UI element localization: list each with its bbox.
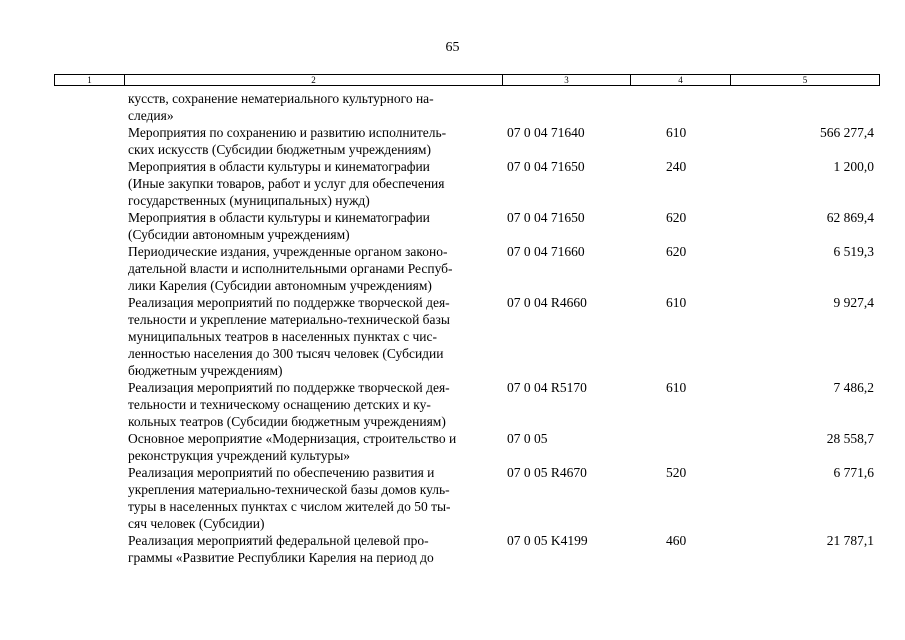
row-description-line: следия» <box>128 108 174 123</box>
table-row <box>0 90 905 124</box>
row-description-line: тельности и укрепление материально-технической базы <box>128 312 450 327</box>
row-description <box>128 430 500 464</box>
table-row <box>0 294 905 379</box>
row-amount: 7 486,2 <box>833 380 874 395</box>
row-description-line: сяч человек (Субсидии) <box>128 516 265 531</box>
row-amount: 28 558,7 <box>826 431 874 446</box>
row-description <box>128 209 500 243</box>
row-description-line: реконструкция учреждений культуры» <box>128 448 351 463</box>
column-header-1: 1 <box>55 75 125 85</box>
row-code: 07 0 04 R5170 <box>507 380 587 395</box>
row-amount: 566 277,4 <box>820 125 874 140</box>
row-description-line: Мероприятия в области культуры и кинематографии <box>128 159 430 174</box>
row-description-line: Реализация мероприятий по поддержке творческой дея- <box>128 295 450 310</box>
row-amount: 1 200,0 <box>833 159 874 174</box>
row-amount: 6 771,6 <box>833 465 874 480</box>
row-description-line: туры в населенных пунктах с числом жителей до 50 ты- <box>128 499 451 514</box>
row-description-line: дательной власти и исполнительными органами Респуб- <box>128 261 453 276</box>
table-column-header <box>54 74 880 86</box>
row-description <box>128 158 500 209</box>
row-code: 07 0 04 71650 <box>507 159 585 174</box>
row-description-line: (Иные закупки товаров, работ и услуг для обеспечения <box>128 176 445 191</box>
column-header-3: 3 <box>503 75 631 85</box>
table-row <box>0 243 905 294</box>
row-description-line: лики Карелия (Субсидии автономным учреждениям) <box>128 278 432 293</box>
column-header-2: 2 <box>125 75 503 85</box>
row-code: 07 0 04 71640 <box>507 125 585 140</box>
row-expense-type: 520 <box>666 465 687 480</box>
row-description-line: Периодические издания, учрежденные органом законо- <box>128 244 448 259</box>
row-description-line: Основное мероприятие «Модернизация, строительство и <box>128 431 457 446</box>
row-description <box>128 464 500 532</box>
row-amount: 9 927,4 <box>833 295 874 310</box>
row-description <box>128 124 500 158</box>
table-row <box>0 379 905 430</box>
row-description-line: ленностью населения до 300 тысяч человек (Субсидии <box>128 346 444 361</box>
row-description-line: кольных театров (Субсидии бюджетным учреждениям) <box>128 414 446 429</box>
row-description-line: Реализация мероприятий федеральной целевой про- <box>128 533 429 548</box>
row-amount: 6 519,3 <box>833 244 874 259</box>
row-description-line: Мероприятия в области культуры и кинематографии <box>128 210 430 225</box>
row-code: 07 0 05 <box>507 431 548 446</box>
column-header-5: 5 <box>802 75 808 85</box>
table-row <box>0 532 905 566</box>
row-description-line: кусств, сохранение нематериального культурного на- <box>128 91 434 106</box>
row-description-line: укрепления материально-технической базы домов куль- <box>128 482 450 497</box>
table-row <box>0 158 905 209</box>
row-code: 07 0 04 R4660 <box>507 295 587 310</box>
table-row <box>0 124 905 158</box>
row-amount: 62 869,4 <box>826 210 874 225</box>
row-description <box>128 294 500 379</box>
row-expense-type: 240 <box>666 159 687 174</box>
row-expense-type: 460 <box>666 533 687 548</box>
row-description <box>128 90 500 124</box>
row-description-line: граммы «Развитие Республики Карелия на период до <box>128 550 434 565</box>
page-number: 65 <box>445 40 460 55</box>
row-expense-type: 610 <box>666 380 687 395</box>
row-description-line: бюджетным учреждениям) <box>128 363 283 378</box>
row-expense-type: 620 <box>666 210 687 225</box>
row-code: 07 0 05 K4199 <box>507 533 588 548</box>
row-expense-type: 620 <box>666 244 687 259</box>
row-description <box>128 243 500 294</box>
row-description-line: государственных (муниципальных) нужд) <box>128 193 370 208</box>
table-row <box>0 209 905 243</box>
row-expense-type: 610 <box>666 295 687 310</box>
table-row <box>0 430 905 464</box>
row-description-line: тельности и техническому оснащению детских и ку- <box>128 397 431 412</box>
row-description-line: Реализация мероприятий по поддержке творческой дея- <box>128 380 450 395</box>
column-header-4: 4 <box>631 75 731 85</box>
row-code: 07 0 04 71650 <box>507 210 585 225</box>
table-row <box>0 464 905 532</box>
budget-table-body <box>0 90 905 566</box>
row-expense-type: 610 <box>666 125 687 140</box>
row-description-line: Реализация мероприятий по обеспечению развития и <box>128 465 435 480</box>
row-description-line: Мероприятия по сохранению и развитию исполнитель- <box>128 125 447 140</box>
row-description-line: муниципальных театров в населенных пунктах с чис- <box>128 329 437 344</box>
row-amount: 21 787,1 <box>826 533 874 548</box>
row-code: 07 0 05 R4670 <box>507 465 587 480</box>
row-description <box>128 379 500 430</box>
row-description-line: (Субсидии автономным учреждениям) <box>128 227 350 242</box>
row-code: 07 0 04 71660 <box>507 244 585 259</box>
row-description-line: ских искусств (Субсидии бюджетным учреждениям) <box>128 142 431 157</box>
row-description <box>128 532 500 566</box>
